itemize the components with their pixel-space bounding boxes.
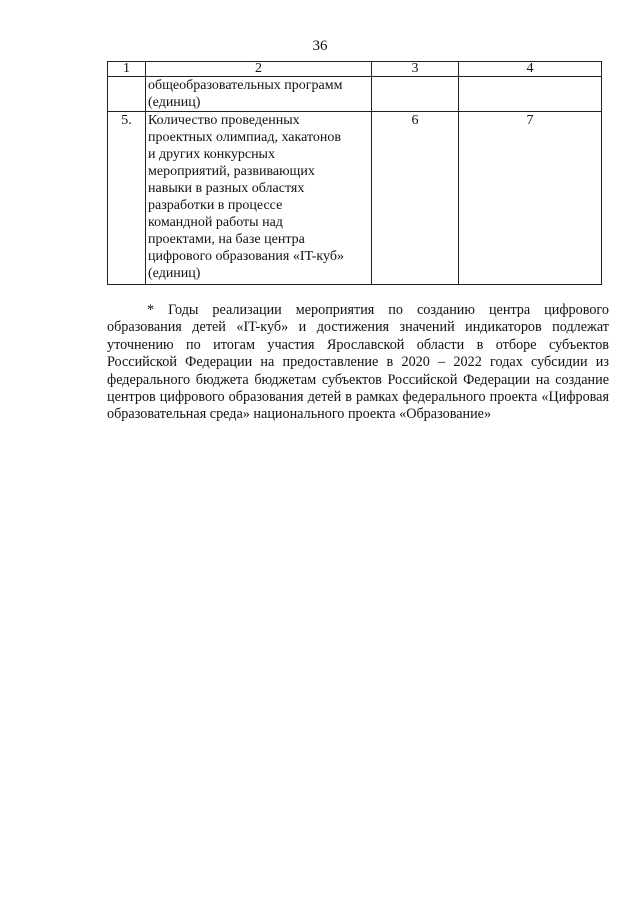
cell-line: цифрового образования «IT-куб» — [148, 249, 344, 264]
value-2021-cell — [372, 77, 459, 112]
cell-line: проектами, на базе центра — [148, 232, 305, 247]
table-row — [108, 77, 602, 112]
column-header-1: 1 — [108, 62, 146, 77]
column-header-3: 3 — [372, 62, 459, 77]
cell-line: проектных олимпиад, хакатонов — [148, 130, 341, 145]
cell-line: разработки в процессе — [148, 198, 283, 213]
cell-line: мероприятий, развивающих — [148, 164, 315, 179]
table-header-row — [108, 62, 602, 77]
row-number-cell: 5. — [108, 112, 146, 285]
cell-line: Количество проведенных — [148, 113, 300, 128]
table-row — [108, 112, 602, 285]
value-2021-cell: 6 — [372, 112, 459, 285]
row-number-cell — [108, 77, 146, 112]
footnote-text: * Годы реализации мероприятия по созданию центра цифрового образования детей «IT-куб» и достижения значений индикаторов подлежат уточнению по итогам участия Ярославской области в отборе субъектов Российской Федерации на предоставление в 2020 – 2022 годах субсидии из федерального бюджета бюджетам субъектов Российской Федерации на создание центров цифрового образования детей в рамках федерального проекта «Цифровая образовательная среда» национального проекта «Образование» — [107, 302, 609, 423]
column-header-2: 2 — [146, 62, 372, 77]
cell-line: и других конкурсных — [148, 147, 275, 162]
value-2022-cell: 7 — [459, 112, 602, 285]
indicator-name-cell — [146, 77, 372, 112]
indicators-table — [107, 61, 602, 285]
value-2022-cell — [459, 77, 602, 112]
page-number: 36 — [312, 38, 328, 54]
cell-line: общеобразовательных программ — [148, 78, 343, 93]
cell-line: командной работы над — [148, 215, 283, 230]
cell-line: навыки в разных областях — [148, 181, 305, 196]
column-header-4: 4 — [459, 62, 602, 77]
indicator-name-cell — [146, 112, 372, 285]
cell-line: (единиц) — [148, 266, 201, 281]
cell-line: (единиц) — [148, 95, 201, 110]
footnote — [107, 302, 609, 424]
